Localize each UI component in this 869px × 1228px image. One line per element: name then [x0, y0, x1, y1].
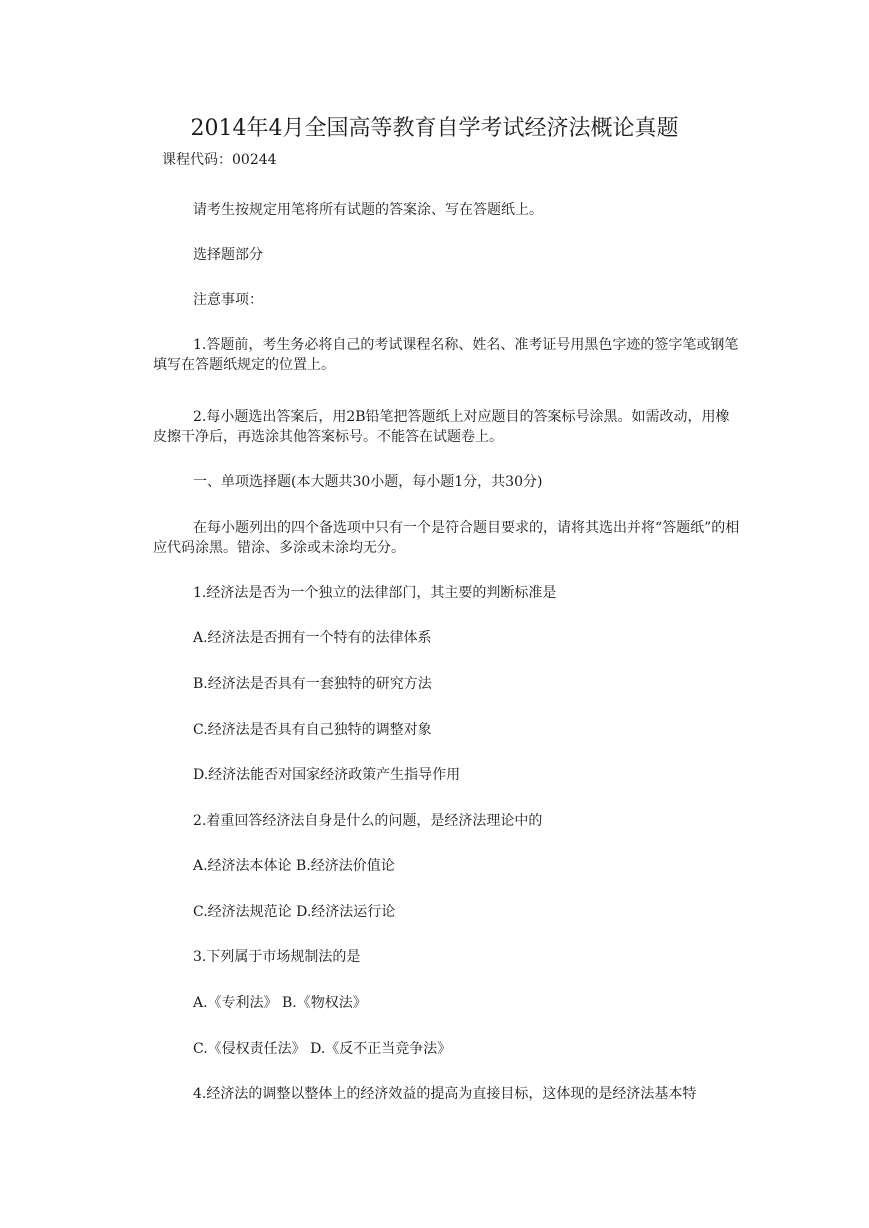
- paragraph: 请考生按规定用笔将所有试题的答案涂、写在答题纸上。: [193, 202, 543, 218]
- notice-heading: 注意事项：: [193, 292, 263, 308]
- document-title: 2014年4月全国高等教育自学考试经济法概论真题: [190, 116, 679, 141]
- option: A.《专利法》 B.《物权法》: [193, 995, 367, 1011]
- question: 2.着重回答经济法自身是什么的问题，是经济法理论中的: [193, 813, 543, 829]
- option: A.经济法本体论 B.经济法价值论: [193, 858, 395, 874]
- option: A.经济法是否拥有一个特有的法律体系: [193, 630, 432, 646]
- question: 1.经济法是否为一个独立的法律部门，其主要的判断标准是: [193, 585, 557, 601]
- question: 4.经济法的调整以整体上的经济效益的提高为直接目标，这体现的是经济法基本特: [193, 1086, 697, 1102]
- instruction: 在每小题列出的四个备选项中只有一个是符合题目要求的，请将其选出并将“答题纸”的相应代码涂黑。错涂、多涂或未涂均无分。: [153, 520, 740, 556]
- option: D.经济法能否对国家经济政策产生指导作用: [193, 767, 461, 783]
- option: B.经济法是否具有一套独特的研究方法: [193, 676, 432, 692]
- course-code: 课程代码：00244: [162, 152, 277, 168]
- option: C.经济法规范论 D.经济法运行论: [193, 904, 396, 920]
- option: C.经济法是否具有自己独特的调整对象: [193, 722, 432, 738]
- section-heading: 一、单项选择题(本大题共30小题，每小题1分，共30分): [193, 474, 543, 490]
- question: 3.下列属于市场规制法的是: [193, 949, 361, 965]
- section-heading: 选择题部分: [193, 247, 263, 263]
- notice-item: 2.每小题选出答案后，用2B铅笔把答题纸上对应题目的答案标号涂黑。如需改动，用橡皮擦干净后，再选涂其他答案标号。不能答在试题卷上。: [153, 409, 730, 445]
- notice-item: 1.答题前，考生务必将自己的考试课程名称、姓名、准考证号用黑色字迹的签字笔或钢笔填写在答题纸规定的位置上。: [153, 337, 739, 373]
- option: C.《侵权责任法》 D.《反不正当竞争法》: [193, 1041, 452, 1057]
